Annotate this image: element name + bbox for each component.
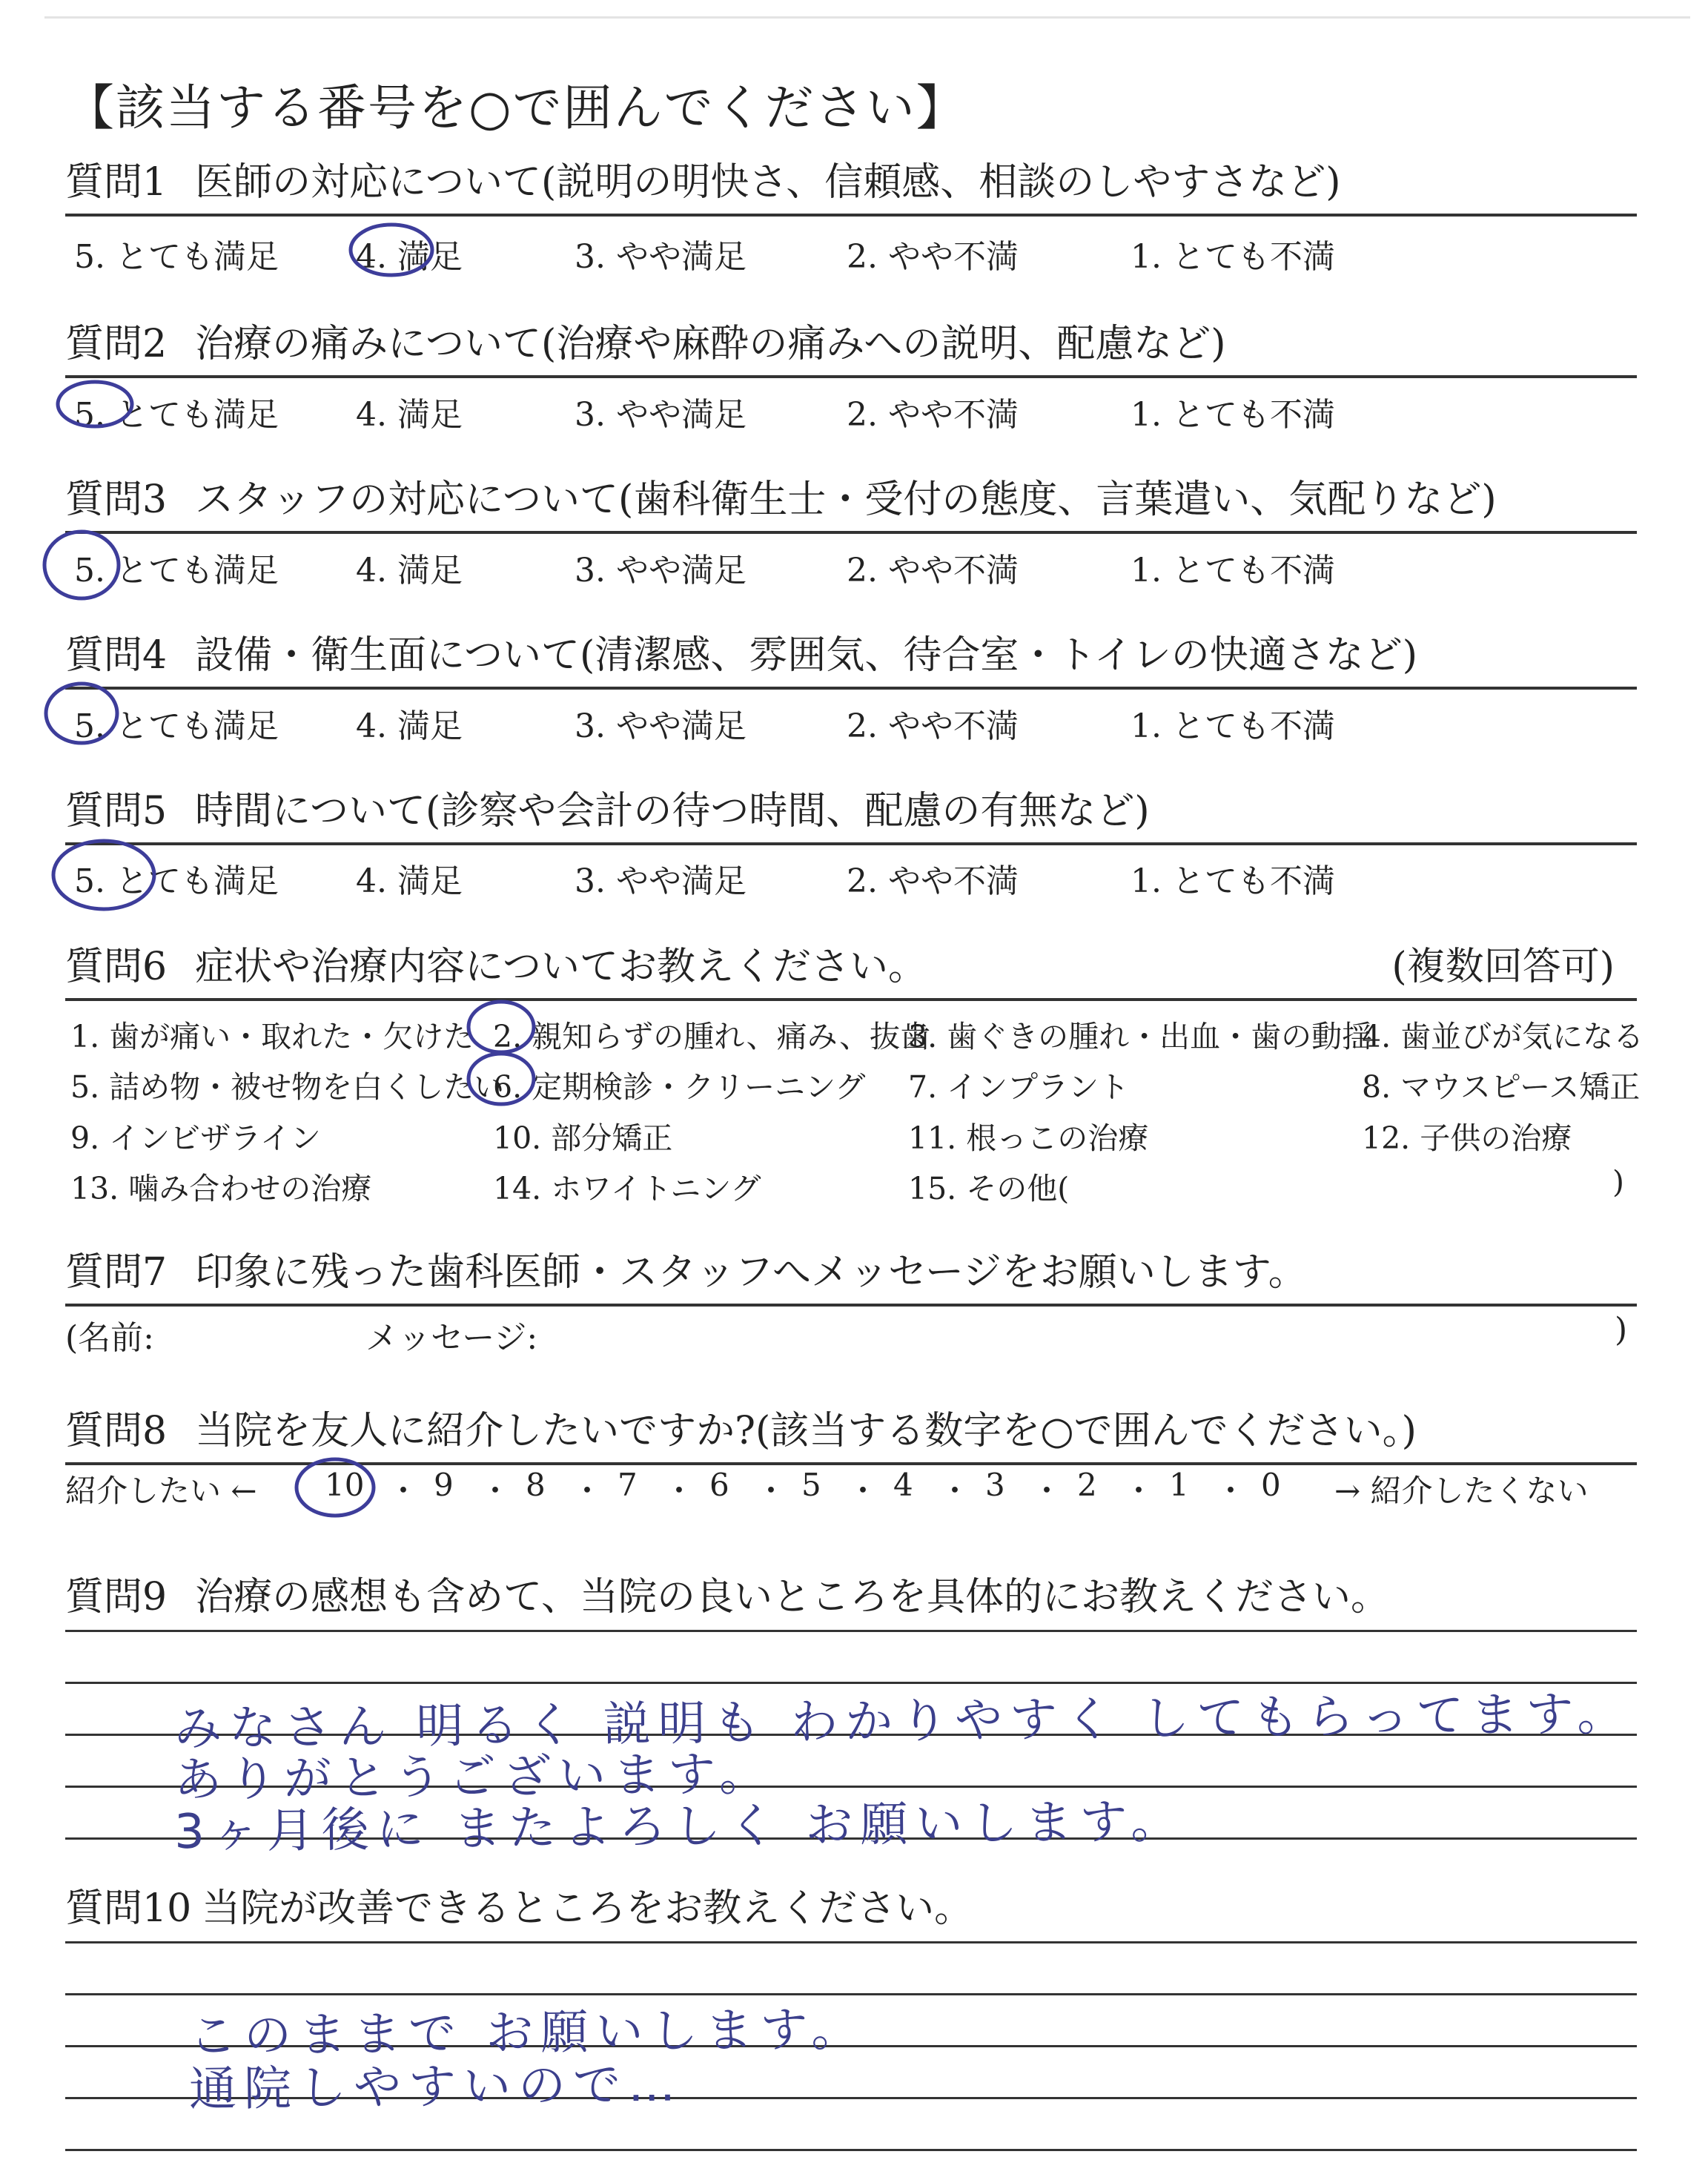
symptom-option[interactable]: 13. 噛み合わせの治療 [70,1171,372,1206]
handwritten-answer: ありがとうございます。 [173,1746,775,1809]
question-8 [65,1409,1637,1465]
multiple-answer-note: (複数回答可) [1391,945,1615,989]
scale-2[interactable]: 2 [1077,1467,1097,1503]
option-5[interactable]: 5. とても満足 [74,707,279,745]
scan-edge [44,16,1690,19]
scale-separator: ・ [1031,1473,1063,1509]
question-number: 質問5 [65,789,168,833]
scale-8[interactable]: 8 [526,1467,546,1503]
question-number: 質問2 [65,322,168,366]
option-5[interactable]: 5. とても満足 [74,396,279,434]
symptom-option[interactable]: 10. 部分矯正 [493,1120,673,1156]
question-2 [65,322,1637,378]
symptom-option[interactable]: 2. 親知らずの腫れ、痛み、抜歯 [493,1019,931,1054]
scale-3[interactable]: 3 [985,1467,1005,1503]
question-4 [65,633,1637,690]
question-1 [65,160,1637,217]
question-text: 当院が改善できるところをお教えください。 [202,1886,973,1931]
option-4[interactable]: 4. 満足 [356,707,463,745]
option-2[interactable]: 2. やや不満 [847,707,1019,745]
option-1[interactable]: 1. とても不満 [1131,707,1335,745]
rule-line [65,998,1637,1001]
symptom-option[interactable]: 8. マウスピース矯正 [1362,1069,1641,1105]
question-number: 質問4 [65,633,168,678]
other-close-paren: ) [1612,1164,1624,1200]
scale-left-label: 紹介したい ← [65,1473,257,1509]
name-label: (名前: [65,1319,154,1357]
question-9 [65,1575,1637,1631]
option-4[interactable]: 4. 満足 [356,862,463,900]
option-1[interactable]: 1. とても不満 [1131,396,1335,434]
rule-line [65,531,1637,534]
rule-line [65,1304,1637,1307]
symptom-option-other[interactable]: 15. その他( [908,1171,1070,1206]
scale-4[interactable]: 4 [893,1467,913,1503]
question-number: 質問6 [65,945,168,989]
symptom-option[interactable]: 9. インビザライン [70,1120,321,1156]
symptom-option[interactable]: 7. インプラント [908,1069,1130,1105]
option-3[interactable]: 3. やや満足 [575,552,747,589]
question-5 [65,789,1637,845]
option-5[interactable]: 5. とても満足 [74,552,279,589]
option-3[interactable]: 3. やや満足 [575,862,747,900]
option-2[interactable]: 2. やや不満 [847,862,1019,900]
question-text: 医師の対応について(説明の明快さ、信頼感、相談のしやすさなど) [195,160,1341,205]
scale-0[interactable]: 0 [1261,1467,1281,1503]
scale-separator: ・ [939,1473,971,1509]
scale-separator: ・ [1215,1473,1247,1509]
q5-options [74,854,1616,899]
q2-options [74,388,1616,432]
message-label: メッセージ: [365,1319,538,1357]
option-3[interactable]: 3. やや満足 [575,238,747,276]
question-number: 質問8 [65,1409,168,1453]
question-10 [65,1886,1637,1943]
rule-line [65,1462,1637,1465]
rule-line [65,214,1637,217]
option-2[interactable]: 2. やや不満 [847,396,1019,434]
symptom-option[interactable]: 11. 根っこの治療 [908,1120,1149,1156]
scale-6[interactable]: 6 [709,1467,729,1503]
question-text: 時間について(診察や会計の待つ時間、配慮の有無など) [195,789,1150,833]
option-3[interactable]: 3. やや満足 [575,707,747,745]
handwritten-answer: 3ヶ月後に またよろしく お願いします。 [173,1794,1186,1860]
question-text: 治療の痛みについて(治療や麻酔の痛みへの説明、配慮など) [195,322,1226,366]
option-1[interactable]: 1. とても不満 [1131,552,1335,589]
question-number: 質問7 [65,1250,168,1295]
question-text: 治療の感想も含めて、当院の良いところを具体的にお教えください。 [195,1575,1390,1619]
option-3[interactable]: 3. やや満足 [575,396,747,434]
question-3 [65,478,1637,534]
question-number: 質問1 [65,160,168,205]
symptom-option[interactable]: 6. 定期検診・クリーニング [493,1069,866,1105]
scale-separator: ・ [572,1473,603,1509]
option-2[interactable]: 2. やや不満 [847,238,1019,276]
question-number: 質問9 [65,1575,168,1619]
symptom-option[interactable]: 3. 歯ぐきの腫れ・出血・歯の動揺 [908,1019,1373,1054]
q3-options [74,544,1616,588]
option-2[interactable]: 2. やや不満 [847,552,1019,589]
handwritten-answer: このままで お願いします。 [188,2002,867,2064]
writing-line [65,1630,1637,1632]
scale-9[interactable]: 9 [434,1467,454,1503]
rule-line [65,375,1637,378]
scale-5[interactable]: 5 [801,1467,821,1503]
symptom-option[interactable]: 5. 詰め物・被せ物を白くしたい [70,1069,505,1105]
rule-line [65,842,1637,845]
question-text: 当院を友人に紹介したいですか?(該当する数字を○で囲んでください。) [195,1409,1417,1453]
scale-separator: ・ [480,1473,512,1509]
symptom-option[interactable]: 1. 歯が痛い・取れた・欠けた [70,1019,474,1054]
question-number: 質問3 [65,478,168,522]
scale-7[interactable]: 7 [618,1467,638,1503]
question-text: 設備・衛生面について(清潔感、雰囲気、待合室・トイレの快適さなど) [195,633,1418,678]
handwritten-answer: みなさん 明るく 説明も わかりやすく してもらってます。 [173,1686,1632,1757]
symptom-option[interactable]: 12. 子供の治療 [1362,1120,1572,1156]
option-1[interactable]: 1. とても不満 [1131,238,1335,276]
option-5[interactable]: 5. とても満足 [74,238,279,276]
question-text: スタッフの対応について(歯科衛生士・受付の態度、言葉遣い、気配りなど) [195,478,1497,522]
scale-right-label: → 紹介したくない [1334,1473,1589,1509]
option-5[interactable]: 5. とても満足 [74,862,279,900]
rule-line [65,687,1637,690]
question-6 [65,945,1637,1001]
writing-line [65,2149,1637,2151]
writing-line [65,1941,1637,1943]
message-close-paren: ) [1615,1311,1628,1349]
option-1[interactable]: 1. とても不満 [1131,862,1335,900]
option-4[interactable]: 4. 満足 [356,552,463,589]
message-row [65,1311,1637,1355]
option-4[interactable]: 4. 満足 [356,396,463,434]
q1-options [74,230,1616,274]
scale-separator: ・ [388,1473,420,1509]
question-text: 印象に残った歯科医師・スタッフへメッセージをお願いします。 [195,1250,1307,1295]
scale-10[interactable]: 10 [325,1467,365,1503]
form-title: 【該当する番号を○で囲んでください】 [65,79,967,136]
scale-separator: ・ [847,1473,879,1509]
scale-separator: ・ [663,1473,695,1509]
q4-options [74,699,1616,744]
recommend-scale [65,1467,1637,1511]
symptom-option[interactable]: 14. ホワイトニング [493,1171,761,1206]
question-text: 症状や治療内容についてお教えください。 [195,945,927,989]
scale-separator: ・ [755,1473,787,1509]
question-number: 質問10 [65,1886,192,1931]
option-4[interactable]: 4. 満足 [356,238,463,276]
question-7 [65,1250,1637,1307]
symptom-option[interactable]: 4. 歯並びが気になる [1362,1019,1644,1054]
scale-1[interactable]: 1 [1169,1467,1189,1503]
handwritten-answer: 通院しやすいので… [188,2057,683,2118]
scale-separator: ・ [1123,1473,1155,1509]
